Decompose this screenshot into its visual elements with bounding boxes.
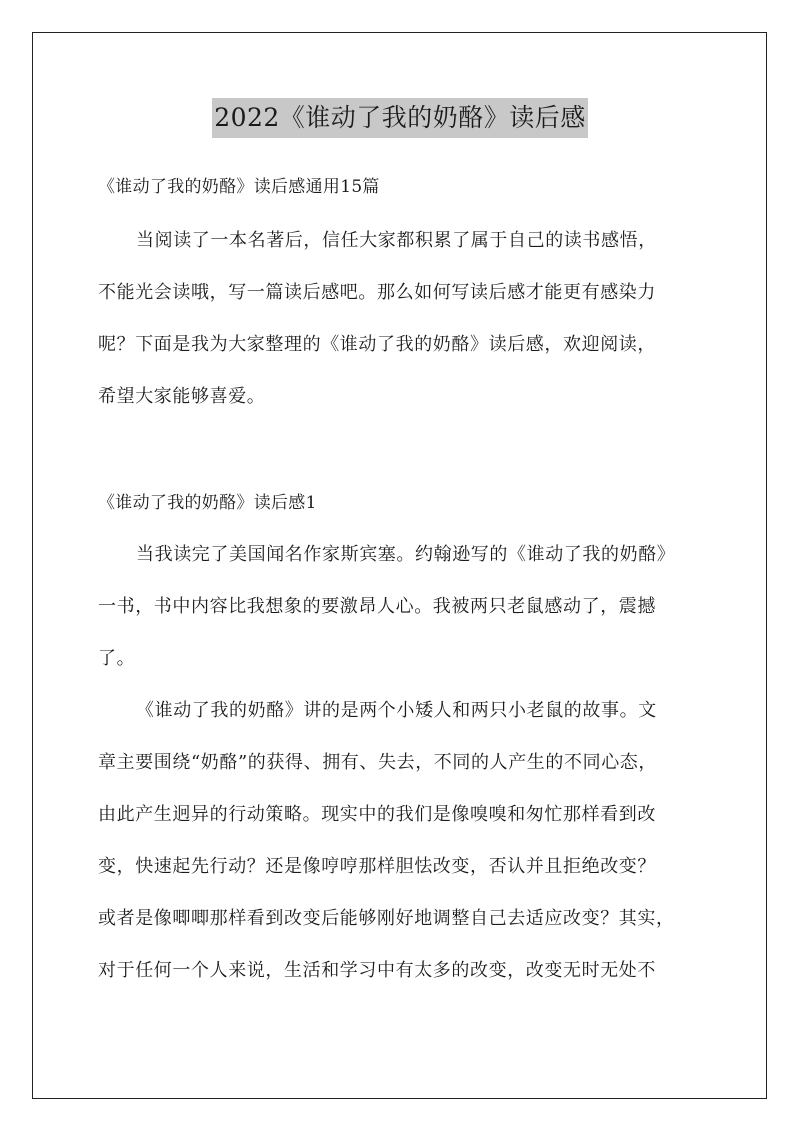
- intro-line: 希望大家能够喜爱。: [98, 386, 266, 407]
- paragraph-line: 或者是像唧唧那样看到改变后能够刚好地调整自己去适应改变？其实，: [98, 908, 675, 929]
- intro-line: 呢？下面是我为大家整理的《谁动了我的奶酪》读后感，欢迎阅读，: [98, 334, 656, 355]
- paragraph-line: 章主要围绕“奶酪”的获得、拥有、失去，不同的人产生的不同心态，: [98, 752, 658, 773]
- paragraph-line: 对于任何一个人来说，生活和学习中有太多的改变，改变无时无处不: [98, 960, 656, 981]
- intro-line: 不能光会读哦，写一篇读后感吧。那么如何写读后感才能更有感染力: [98, 282, 656, 303]
- paragraph-line: 由此产生迥异的行动策略。现实中的我们是像嗅嗅和匆忙那样看到改: [98, 804, 656, 825]
- document-title: 2022《谁动了我的奶酪》读后感: [212, 98, 588, 138]
- paragraph-line: 《谁动了我的奶酪》讲的是两个小矮人和两只小老鼠的故事。文: [136, 700, 657, 721]
- paragraph-line: 变，快速起先行动？还是像哼哼那样胆怯改变，否认并且拒绝改变？: [98, 856, 656, 877]
- paragraph-line: 当我读完了美国闻名作家斯宾塞。约翰逊写的《谁动了我的奶酪》: [136, 544, 676, 565]
- document-subtitle: 《谁动了我的奶酪》读后感通用15篇: [98, 177, 380, 197]
- intro-line: 当阅读了一本名著后，信任大家都积累了属于自己的读书感悟，: [136, 230, 657, 251]
- paragraph-line: 一书，书中内容比我想象的要激昂人心。我被两只老鼠感动了，震撼: [98, 596, 656, 617]
- title-wrap: [0, 98, 800, 138]
- paragraph-line: 了。: [98, 648, 136, 669]
- section-heading: 《谁动了我的奶酪》读后感1: [98, 493, 317, 513]
